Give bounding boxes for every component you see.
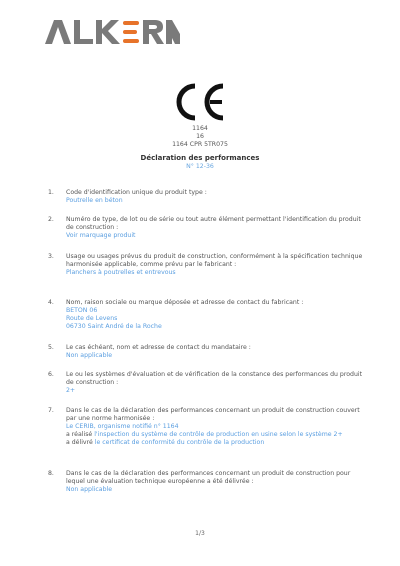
item-question: Usage ou usages prévus du produit de construction, conformément à la spécification technique harmonisée applicable, comme prévu par le fabricant : bbox=[66, 253, 363, 268]
item-question: Code d'identification unique du produit type : bbox=[66, 189, 207, 196]
item-answer: Poutrelle en béton bbox=[66, 197, 123, 204]
item-answer: BETON 06 bbox=[66, 307, 98, 314]
certification-year: 16 bbox=[196, 133, 204, 140]
ce-mark-icon bbox=[174, 83, 226, 121]
item-line: a réalisé l'inspection du système de contrôle de production en usine selon le système 2+ bbox=[66, 431, 343, 438]
item-answer: Voir marquage produit bbox=[66, 232, 136, 239]
item-answer: Le CERIB, organisme notifié n° 1164 bbox=[66, 423, 179, 430]
item-answer: Non applicable bbox=[66, 352, 113, 359]
alkern-logo bbox=[45, 18, 180, 46]
item-question: Le cas échéant, nom et adresse de contact du mandataire : bbox=[66, 344, 251, 351]
certificate-reference: 1164 CPR 5TR075 bbox=[172, 141, 228, 148]
item-answer: 06730 Saint André de la Roche bbox=[66, 323, 162, 330]
item-question: Le ou les systèmes d'évaluation et de vérification de la constance des performances du produit de construction : bbox=[66, 371, 363, 386]
item-answer: Route de Levens bbox=[66, 315, 118, 322]
item-question: Dans le cas de la déclaration des performances concernant un produit de construction pour lequel une évaluation technique européenne a été délivrée : bbox=[66, 470, 351, 485]
item-question: Numéro de type, de lot ou de série ou tout autre élément permettant l'identification du produit de construction : bbox=[66, 216, 361, 231]
item-answer: Non applicable bbox=[66, 486, 113, 493]
declaration-number: N° 12-36 bbox=[186, 163, 214, 170]
item-line: a délivré le certificat de conformité du contrôle de la production bbox=[66, 439, 265, 446]
page-number: 1/3 bbox=[195, 530, 205, 537]
item-question: Dans le cas de la déclaration des performances concernant un produit de construction couvert par une norme harmonisée : bbox=[66, 407, 360, 422]
notified-body-number: 1164 bbox=[192, 125, 208, 132]
item-answer: Planchers à poutrelles et entrevous bbox=[66, 269, 176, 276]
item-answer: 2+ bbox=[66, 387, 76, 394]
item-question: Nom, raison sociale ou marque déposée et adresse de contact du fabricant : bbox=[66, 299, 304, 306]
declaration-title: Déclaration des performances bbox=[140, 154, 260, 162]
